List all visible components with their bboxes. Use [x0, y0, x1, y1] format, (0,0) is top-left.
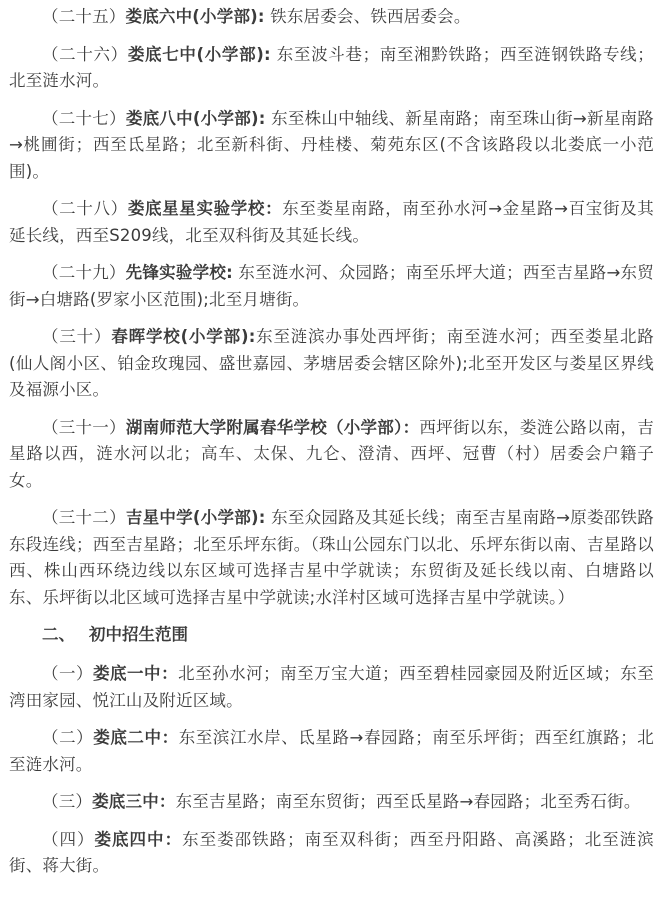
- item-number: （二十六）: [42, 44, 128, 64]
- zone-boundary-text: 东至众园路及其延长线；南至吉星南路→原娄邵铁路东段连线；西至吉星路；北至乐坪东街。（珠山公园东门以北、乐坪东街以南、吉星路以西、株山西环绕边线以东区域可选择吉星中学就读；东贸街及延长线以南、白塘路以东、乐坪街以北区域可选择吉星中学就读;水洋村区域可选择吉星中学就读。）: [9, 508, 655, 607]
- zone-boundary-text: 东至株山中轴线、新星南路；南至珠山街→新星南路→桃圃街；西至氐星路；北至新科街、丹桂楼、菊苑东区(不含该路段以北娄底一小范围)。: [9, 108, 655, 181]
- enrollment-zone-item: [9, 42, 654, 95]
- enrollment-zone-item: [9, 725, 654, 778]
- junior-high-school-list: [9, 661, 654, 880]
- zone-boundary-text: 东至吉星路；南至东贸街；西至氐星路→春园路；北至秀石街。: [175, 792, 641, 811]
- zone-boundary-text: 东至滨江水岸、氐星路→春园路；南至乐坪街；西至红旗路；北至涟水河。: [9, 728, 654, 774]
- school-name: 娄底六中(小学部):: [125, 7, 265, 26]
- item-number: （二十八）: [42, 199, 128, 218]
- zone-boundary-text: 东至涟水河、众园路；南至乐坪大道；西至吉星路→东贸街→白塘路(罗家小区范围);北至月塘街。: [9, 263, 654, 309]
- school-name: 娄底星星实验学校：: [127, 199, 283, 218]
- section-title: 初中招生范围: [89, 625, 188, 644]
- primary-school-list: [9, 4, 654, 611]
- item-number: （二十九）: [42, 263, 126, 282]
- enrollment-zone-item: [9, 324, 654, 404]
- next-item-cut-off: [0, 900, 662, 906]
- item-number: （一）: [42, 664, 94, 683]
- enrollment-zone-item: [9, 196, 654, 249]
- zone-boundary-text: 东至波斗巷；南至湘黔铁路；西至涟钢铁路专线；北至涟水河。: [9, 44, 654, 90]
- enrollment-zone-item: [9, 505, 654, 611]
- school-name: 娄底四中：: [94, 829, 183, 849]
- zone-boundary-text: 东至涟滨办事处西坪街；南至涟水河；西至娄星北路(仙人阁小区、铂金玫瑰园、盛世嘉园、茅塘居委会辖区除外);北至开发区与娄星区界线及福源小区。: [9, 327, 654, 399]
- item-number: （三十二）: [42, 508, 126, 527]
- zone-boundary-text: 西坪街以东，娄涟公路以南，吉星路以西，涟水河以北；高车、太保、九仑、澄清、西坪、冠曹（村）居委会户籍子女。: [9, 417, 654, 490]
- zone-boundary-text: 东至娄星南路，南至孙水河→金星路→百宝街及其延长线，西至S209线，北至双科街及其延长线。: [9, 199, 654, 245]
- school-name: 娄底三中：: [92, 792, 176, 811]
- school-name: 春晖学校(小学部):: [111, 327, 256, 346]
- zone-boundary-text: 东至娄邵铁路；南至双科街；西至丹阳路、高溪路；北至涟滨街、蒋大街。: [9, 829, 654, 875]
- school-name: 湖南师范大学附属春华学校（小学部）：: [125, 417, 420, 437]
- item-number: （三十）: [42, 327, 112, 346]
- item-number: （二十五）: [42, 7, 126, 26]
- section-heading-junior-high: [9, 622, 654, 648]
- school-name: 吉星中学(小学部):: [125, 508, 266, 527]
- school-name: 娄底二中：: [93, 728, 179, 747]
- enrollment-zone-item: [9, 4, 654, 31]
- item-number: （四）: [42, 829, 95, 849]
- zone-boundary-text: 铁东居委会、铁西居委会。: [264, 7, 471, 26]
- zone-boundary-text: 北至孙水河；南至万宝大道；西至碧桂园豪园及附近区域；东至湾田家园、悦江山及附近区域。: [9, 664, 654, 710]
- enrollment-zone-item: [9, 661, 654, 714]
- item-number: （二）: [42, 728, 94, 747]
- school-name: 先锋实验学校:: [125, 263, 233, 282]
- item-number: （二十七）: [42, 108, 126, 128]
- enrollment-zone-item: [9, 260, 654, 313]
- school-name: 娄底七中(小学部):: [127, 44, 271, 64]
- enrollment-zone-item: [9, 106, 654, 186]
- section-number: 二、: [42, 625, 75, 644]
- enrollment-zone-item: [9, 789, 654, 816]
- item-number: （三十一）: [42, 417, 126, 437]
- school-name: 娄底一中：: [93, 664, 179, 683]
- item-number: （三）: [42, 792, 93, 811]
- school-name: 娄底八中(小学部):: [125, 108, 266, 128]
- enrollment-zone-item: [9, 827, 654, 880]
- enrollment-zone-item: [9, 415, 654, 495]
